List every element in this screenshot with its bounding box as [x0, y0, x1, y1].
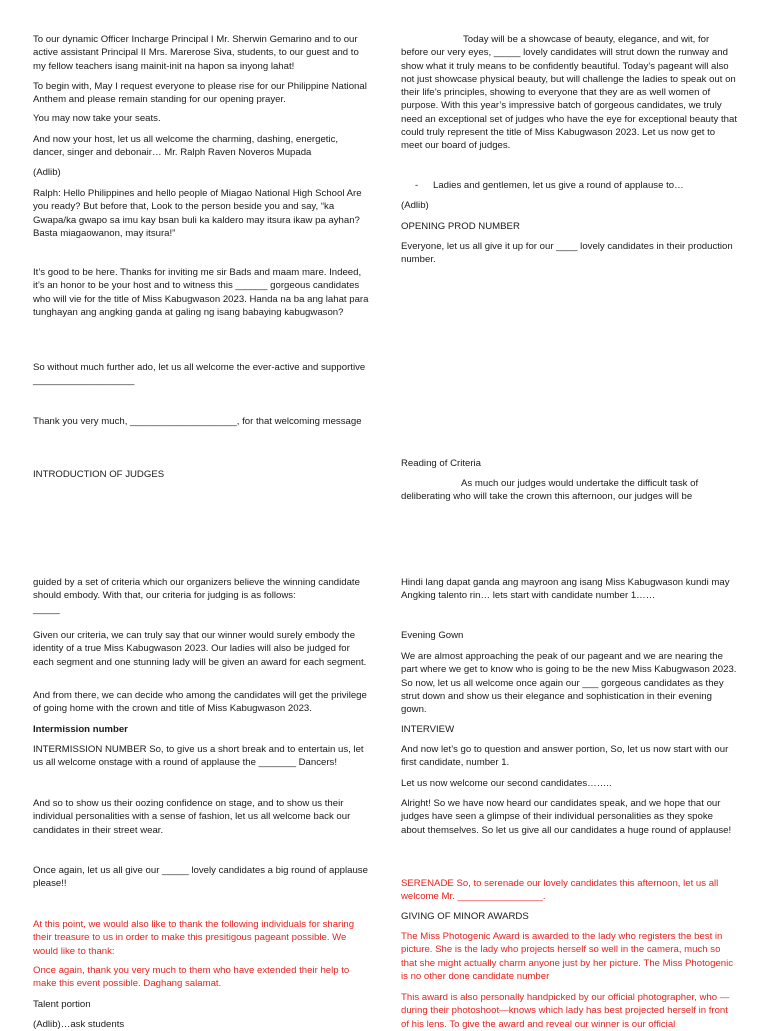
- welcome-greeting: To our dynamic Officer Incharge Principal I Mr. Sherwin Gemarino and to our active assistant Principal II Mrs. Marerose Siva, students, to our guest and to my fellow teachers isang mainit-init na hapon sa inyong lahat!: [33, 34, 359, 72]
- sponsors-thanks: At this point, we would also like to thank the following individuals for sharing their treasure to us in order to make this presitigous pageant possible. We would like to thank:: [33, 919, 355, 957]
- production-number-paragraph: Everyone, let us all give it up for our ____ lovely candidates in their production number.: [401, 241, 733, 266]
- interview-closing: Alright! So we have now heard our candidates speak, and we hope that our judges have seen a glimpse of their individual personalities as they spoke about themselves. So let us give all our candidates a huge round of applause!: [401, 798, 732, 836]
- photographer-award-paragraph: This award is also personally handpicked by our official photographer, who — during their photoshoot—knows which lady has best projected herself in front of his lens. To give the award and reveal our winner is our official: [401, 992, 730, 1030]
- crown-privilege: And from there, we can decide who among the candidates will get the privilege of going home with the crown and title of Miss Kabugwason 2023.: [33, 690, 367, 715]
- section-reading-of-criteria: Reading of Criteria: [401, 458, 481, 469]
- street-wear-paragraph: And so to show us their oozing confidence on stage, and to show us their individual personalities with a sense of fashion, let us all welcome back our candidates in their street wear.: [33, 798, 351, 836]
- dash-marker: -: [415, 180, 419, 191]
- applause-bullet-text: Ladies and gentlemen, let us give a round of applause to…: [433, 180, 684, 191]
- ralph-greeting: Ralph: Hello Philippines and hello people of Miagao National High School Are you ready? But before that, Look to the person beside you and say, “ka Gwapa/ka gwapo sa imu kay bsan buli ka kaldero may itsura ikaw pa ayhan? Basta miagaowanon, may itsura!”: [33, 188, 362, 239]
- host-welcome: And now your host, let us all welcome the charming, dashing, energetic, dancer, singer and debonair… Mr. Ralph Raven Noveros Mupada: [33, 134, 339, 159]
- host-intro-paragraph: It’s good to be here. Thanks for inviting me sir Bads and maam mare. Indeed, it’s an honor to be your host and to witness this ______ gorgeous candidates who will vie for the title of Miss Kabugwason 2023. Handa na ba ang lahat para tunghayan ang angking ganda at galing ng isang babaying kabugwason?: [33, 267, 369, 318]
- take-seats-line: You may now take your seats.: [33, 113, 161, 124]
- section-minor-awards: GIVING OF MINOR AWARDS: [401, 911, 529, 922]
- adlib-ask-students: (Adlib)…ask students: [33, 1019, 125, 1030]
- showcase-paragraph: Today will be a showcase of beauty, elegance, and wit, for before our very eyes, _____ lovely candidates will strut down the runway and show what it truly means to be confidently beautiful. Today’s pageant will also not just showcase physical beauty, but will challenge the ladies to speak out on their life’s principles, showing to everyone that they are as well women of purpose. With this year’s impressive batch of gorgeous candidates, we truly need an exceptional set of judges who have the eye for exceptional beauty that could truly represent the title of Miss Kabugwason 2023. Let us now get to meet our board of judges.: [401, 34, 738, 152]
- serenade-paragraph: SERENADE So, to serenade our lovely candidates this afternoon, let us all welcome Mr. ________________.: [401, 878, 719, 903]
- criteria-blank: _____: [33, 604, 60, 615]
- adlib-note: (Adlib): [33, 167, 61, 178]
- section-evening-gown: Evening Gown: [401, 630, 464, 641]
- applause-line: Once again, let us all give our _____ lovely candidates a big round of applause please!!: [33, 865, 368, 890]
- criteria-summary: Given our criteria, we can truly say that our winner would surely embody the identity of a true Miss Kabugwason 2023. Our ladies will also be judged for each segment and one stunning lady will be given an award for each segment.: [33, 630, 367, 668]
- section-opening-prod: OPENING PROD NUMBER: [401, 221, 520, 232]
- talent-start: Hindi lang dapat ganda ang mayroon ang isang Miss Kabugwason kundi may Angking talento rin… lets start with candidate number 1……: [401, 577, 730, 602]
- section-talent-portion: Talent portion: [33, 999, 91, 1010]
- section-introduction-of-judges: INTRODUCTION OF JUDGES: [33, 469, 165, 480]
- section-intermission: Intermission number: [33, 724, 128, 735]
- applause-bullet: [401, 179, 737, 192]
- welcome-supportive: So without much further ado, let us all welcome the ever-active and supportive ___________________: [33, 362, 366, 387]
- thank-you-message: Thank you very much, ____________________, for that welcoming message: [33, 416, 362, 427]
- intermission-paragraph: INTERMISSION NUMBER So, to give us a short break and to entertain us, let us all welcome onstage with a round of applause the _______ Dancers!: [33, 744, 364, 769]
- interview-paragraph: And now let’s go to question and answer portion, So, let us now start with our first candidate, number 1.: [401, 744, 729, 769]
- criteria-guided: guided by a set of criteria which our organizers believe the winning candidate should embody. With that, our criteria for judging is as follows:: [33, 577, 360, 602]
- photogenic-award-paragraph: The Miss Photogenic Award is awarded to the lady who registers the best in picture. She is the lady who projects herself so well in the camera, much so that she might actually charm anyone just by her picture. The Miss Photogenic is no other done candidate number: [401, 931, 734, 982]
- adlib-note-right: (Adlib): [401, 200, 429, 211]
- criteria-deliberation: As much our judges would undertake the difficult task of deliberating who will take the crown this afternoon, our judges will be: [401, 478, 699, 503]
- national-anthem-request: To begin with, May I request everyone to please rise for our Philippine National Anthem and please remain standing for our opening prayer.: [33, 81, 367, 106]
- sponsors-closing: Once again, thank you very much to them who have extended their help to make this event possible. Daghang salamat.: [33, 965, 350, 990]
- section-interview: INTERVIEW: [401, 724, 455, 735]
- second-candidate-line: Let us now welcome our second candidates……..: [401, 778, 612, 789]
- evening-gown-paragraph: We are almost approaching the peak of our pageant and we are nearing the part where we get to know who is going to be the new Miss Kabugwason 2023. So now, let us all welcome once again our ___ gorgeous candidates as they strut down and show us their elegance and sophistication in their evening gown.: [401, 651, 737, 716]
